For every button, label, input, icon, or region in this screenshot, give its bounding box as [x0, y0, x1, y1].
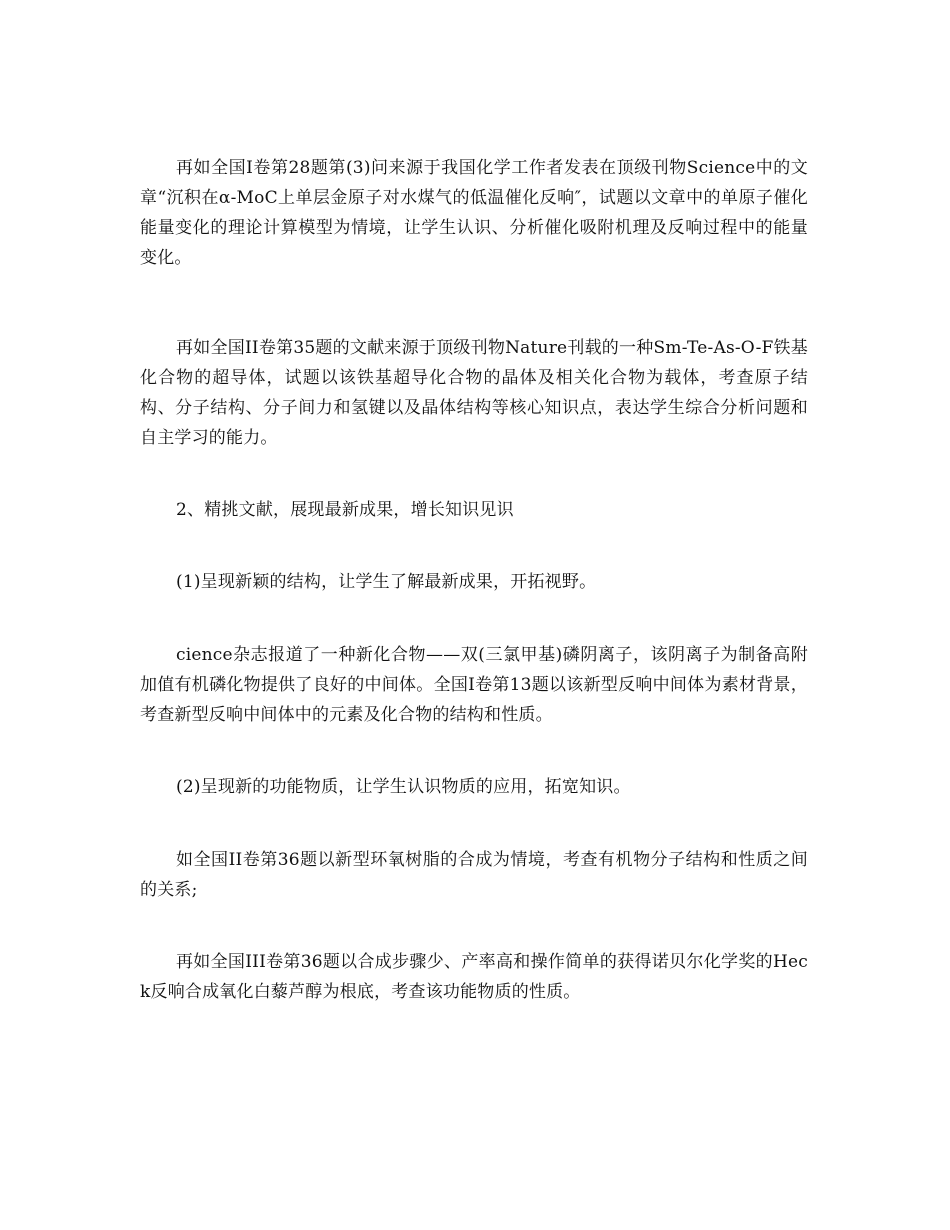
paragraph-phosphorus-anion: cience杂志报道了一种新化合物——双(三氯甲基)磷阴离子，该阴离子为制备高附加值有机磷化物提供了良好的中间体。全国Ⅰ卷第13题以该新型反响中间体为素材背景，考查新型反响中间体中的元素及化合物的结构和性质。 — [140, 645, 808, 725]
section-heading-2: 2、精挑文献，展现最新成果，增长知识见识 — [176, 500, 514, 520]
paragraph-nature-superconductor: 再如全国II卷第35题的文献来源于顶级刊物Nature刊载的一种Sm-Te-As-O-F铁基化合物的超导体，试题以该铁基超导化合物的晶体及相关化合物为载体，考查原子结构、分子结构、分子间力和氢键以及晶体结构等核心知识点，表达学生综合分析问题和自主学习的能力。 — [140, 338, 808, 448]
paragraph-epoxy-resin: 如全国II卷第36题以新型环氧树脂的合成为情境，考查有机物分子结构和性质之间的关系; — [140, 850, 808, 900]
document-body — [140, 153, 808, 1007]
subheading-2: (2)呈现新的功能物质，让学生认识物质的应用，拓宽知识。 — [176, 777, 631, 797]
paragraph-science-moc: 再如全国Ⅰ卷第28题第(3)问来源于我国化学工作者发表在顶级刊物Science中的文章“沉积在α-MoC上单层金原子对水煤气的低温催化反响″，试题以文章中的单原子催化能量变化的理论计算模型为情境，让学生认识、分析催化吸附机理及反响过程中的能量变化。 — [140, 158, 808, 268]
subheading-1: (1)呈现新颖的结构，让学生了解最新成果，开拓视野。 — [176, 572, 597, 592]
paragraph-heck-reaction: 再如全国III卷第36题以合成步骤少、产率高和操作简单的获得诺贝尔化学奖的Heck反响合成氧化白藜芦醇为根底，考查该功能物质的性质。 — [140, 952, 808, 1002]
